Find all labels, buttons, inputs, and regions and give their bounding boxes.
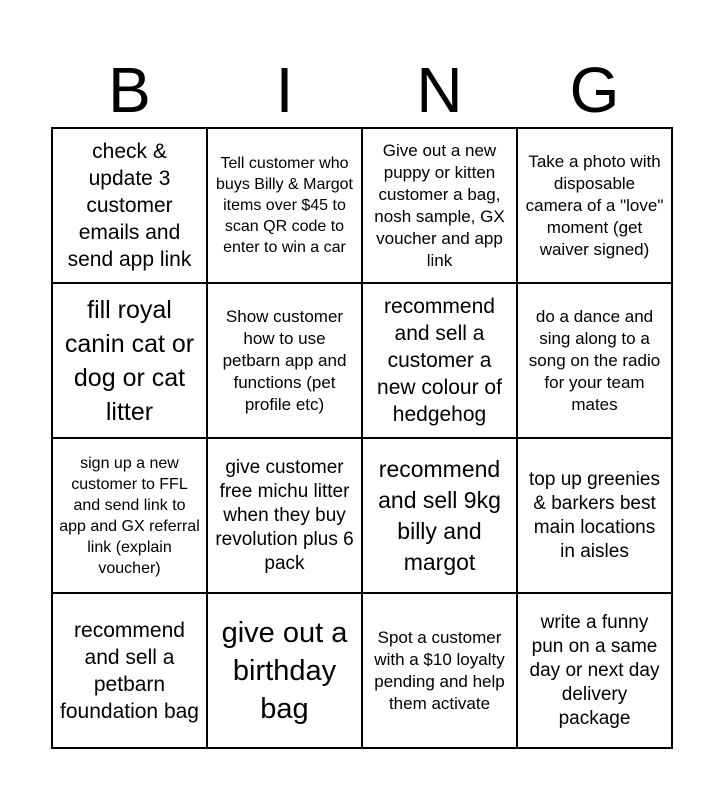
bingo-cell[interactable]	[208, 594, 363, 749]
bingo-cell-text: Give out a new puppy or kitten customer a bag, nosh sample, GX voucher and app link	[374, 140, 505, 270]
bingo-cell-text: recommend and sell 9kg billy and margot	[378, 455, 501, 575]
bingo-cell-text: Show customer how to use petbarn app and functions (pet profile etc)	[222, 306, 347, 414]
bingo-cell-text: Tell customer who buys Billy & Margot items over $45 to scan QR code to enter to win a car	[216, 155, 353, 256]
bingo-cell-text: top up greenies & barkers best main locations in aisles	[529, 468, 660, 562]
bingo-cell[interactable]	[363, 594, 518, 749]
bingo-cell-text: write a funny pun on a same day or next day delivery package	[529, 611, 660, 729]
bingo-grid	[51, 127, 673, 749]
bingo-cell-text: do a dance and sing along to a song on the radio for your team mates	[528, 306, 661, 414]
bingo-cell[interactable]	[53, 129, 208, 284]
bingo-cell[interactable]	[208, 284, 363, 439]
bingo-cell[interactable]	[363, 284, 518, 439]
header-letter-g: G	[569, 54, 620, 126]
bingo-cell[interactable]	[518, 594, 673, 749]
bingo-cell-text: check & update 3 customer emails and send app link	[67, 140, 192, 271]
bingo-cell-text: fill royal canin cat or dog or cat litter	[64, 295, 195, 426]
header-letter-i: I	[275, 54, 294, 126]
bingo-cell-text: sign up a new customer to FFL and send link to app and GX referral link (explain voucher)	[59, 454, 200, 577]
bingo-cell-text: Take a photo with disposable camera of a "love" moment (get waiver signed)	[525, 151, 664, 259]
bingo-cell[interactable]	[53, 594, 208, 749]
header-letter-b: B	[108, 54, 151, 126]
bingo-cell[interactable]	[363, 129, 518, 284]
bingo-cell[interactable]	[518, 439, 673, 594]
bingo-cell[interactable]	[518, 284, 673, 439]
bingo-cell[interactable]	[53, 439, 208, 594]
bingo-cell-text: Spot a customer with a $10 loyalty pending and help them activate	[374, 627, 505, 713]
bingo-cell[interactable]	[518, 129, 673, 284]
bingo-cell[interactable]	[208, 129, 363, 284]
bingo-cell[interactable]	[53, 284, 208, 439]
bingo-cell[interactable]	[208, 439, 363, 594]
bingo-cell-text: recommend and sell a customer a new colour of hedgehog	[377, 295, 502, 426]
header-letter-n: N	[416, 54, 463, 126]
bingo-cell[interactable]	[363, 439, 518, 594]
bingo-header	[52, 52, 672, 128]
bingo-cell-text: recommend and sell a petbarn foundation bag	[60, 618, 199, 723]
bingo-cell-text: give customer free michu litter when they buy revolution plus 6 pack	[215, 456, 354, 574]
bingo-cell-text: give out a birthday bag	[221, 616, 348, 725]
